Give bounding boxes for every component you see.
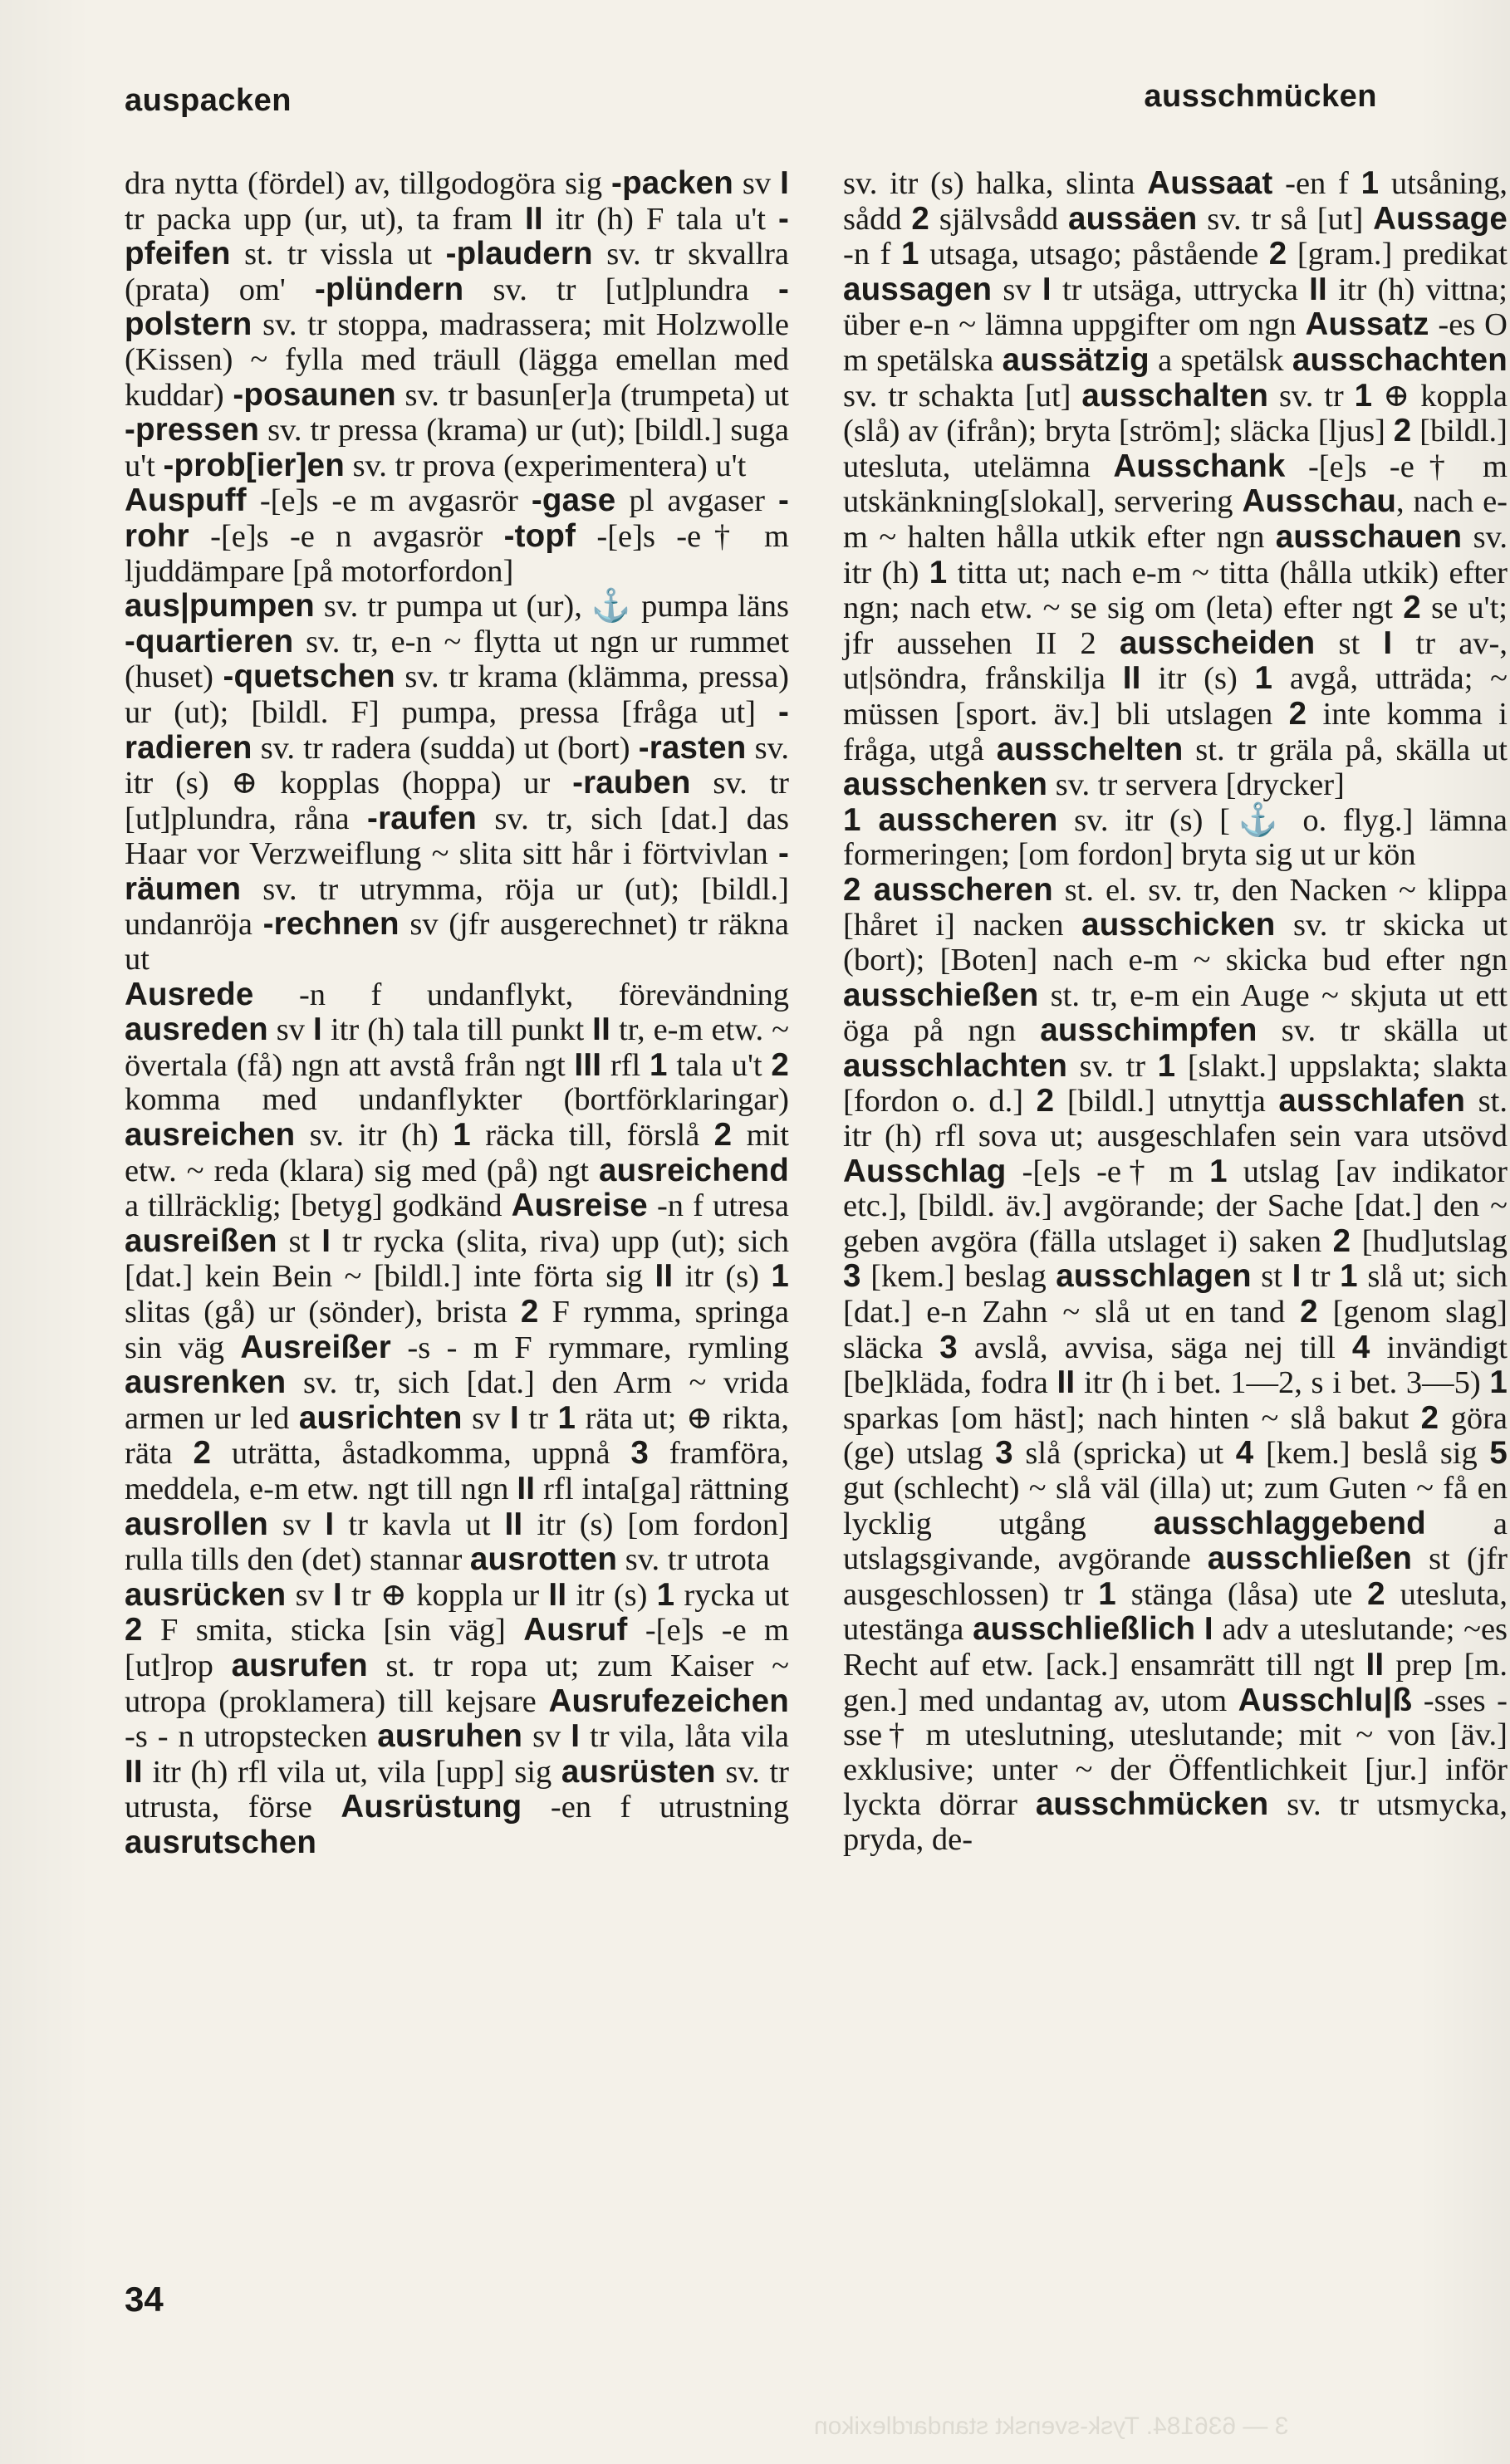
headword: -plaudern <box>445 236 593 272</box>
headword: ausschalten <box>1081 377 1269 414</box>
headword: -topf <box>503 517 576 554</box>
headword: 1 <box>929 554 948 590</box>
headword: 2 <box>1332 1222 1351 1259</box>
headword: II <box>125 1753 143 1790</box>
headword: II <box>1309 271 1327 307</box>
headword: 1 <box>900 236 919 272</box>
headword: I <box>509 1399 519 1436</box>
headword: II <box>654 1258 674 1295</box>
headword: ausschlafen <box>1278 1083 1466 1119</box>
headword: 2 <box>1403 590 1421 626</box>
headword: ausrücken <box>125 1576 287 1613</box>
entry-paragraph: ausrücken sv I tr ⊕ koppla ur II itr (s) 1 rycka ut 2 F smita, sticka [sin väg] Ausruf -[e]s -e m [ut]rop ausrufen st. tr ropa ut; zum Kaiser ~ utropa (proklamera) till kejsare Ausrufezeichen -s - n utropstecken ausruhen sv I tr vila, låta vila II itr (h) rfl vila ut, vila [upp] sig ausrüsten sv. tr utrusta, förse Ausrüstung -en f utrustning ausrutschen <box>125 1576 790 1860</box>
headword: ausschließen <box>1207 1541 1413 1577</box>
headword: 1 <box>1157 1047 1176 1084</box>
headword: 4 <box>1235 1435 1254 1472</box>
headword: ausreichend <box>598 1152 789 1188</box>
headword: ausrufen <box>231 1647 368 1683</box>
headword: ausrichten <box>298 1399 463 1436</box>
headword: I <box>1204 1611 1213 1648</box>
headword: 1 ausscheren <box>843 801 1058 838</box>
headword: -polstern <box>125 271 790 343</box>
headword: ausreden <box>125 1012 268 1048</box>
headword: 2 <box>1393 413 1412 449</box>
headword: Ausschank <box>1113 448 1286 484</box>
headword: -prob[ier]en <box>163 447 345 483</box>
headword: 1 <box>650 1046 668 1083</box>
headword: aus|pumpen <box>125 588 315 625</box>
headword: ausschelten <box>996 731 1184 767</box>
headword: 3 <box>995 1435 1013 1472</box>
headword: Aussage <box>1373 200 1508 237</box>
right-column <box>843 166 1508 1858</box>
headword: ausruhen <box>377 1718 523 1755</box>
headword: I <box>325 1506 335 1542</box>
headword: 2 <box>1268 236 1287 272</box>
headword: I <box>1292 1258 1302 1295</box>
headword: ausschenken <box>843 767 1048 803</box>
headword: ausreißen <box>125 1222 277 1259</box>
headword: Ausschlag <box>843 1153 1007 1189</box>
headword: ausschmücken <box>1035 1786 1269 1823</box>
headword: I <box>333 1576 342 1613</box>
headword: ausrollen <box>125 1506 268 1542</box>
headword: II <box>1057 1364 1076 1401</box>
headword: III <box>574 1046 602 1083</box>
headword: I <box>1042 271 1052 307</box>
headword: I <box>780 165 790 201</box>
headword: 1 <box>453 1117 471 1154</box>
headword: ausrüsten <box>561 1753 716 1790</box>
headword: ausrutschen <box>125 1824 317 1860</box>
headword: 2 <box>1288 695 1307 732</box>
headword: 1 <box>1360 165 1380 201</box>
headword: -rauben <box>572 765 691 801</box>
headword: ausschimpfen <box>1040 1012 1258 1049</box>
headword: aussätzig <box>1002 341 1150 378</box>
headword: ausschlagen <box>1056 1258 1252 1295</box>
headword: Ausschlu|ß <box>1238 1682 1413 1718</box>
headword: -quartieren <box>125 623 294 659</box>
show-through-imprint: 3 — 636184. Tysk-svenskt standardlexikon <box>814 2413 1289 2440</box>
left-guide-word: auspacken <box>125 83 292 118</box>
headword: aussäen <box>1067 200 1198 237</box>
headword: 1 <box>557 1399 576 1436</box>
headword: ausscheiden <box>1119 625 1316 661</box>
headword: ausrotten <box>469 1541 618 1578</box>
headword: 2 <box>1420 1399 1439 1436</box>
headword: -plündern <box>315 271 464 307</box>
headword: -rechnen <box>262 906 400 943</box>
headword: II <box>504 1506 523 1542</box>
headword: 2 <box>771 1046 790 1083</box>
headword: ausschlachten <box>843 1047 1068 1084</box>
headword: 3 <box>939 1329 958 1365</box>
headword: Aussatz <box>1305 306 1429 343</box>
entry-paragraph: aus|pumpen sv. tr pumpa ut (ur), ⚓ pumpa läns -quartieren sv. tr, e-n ~ flytta ut ngn ur rummet (huset) -quetschen sv. tr krama (klämma, pressa) ur (ut); [bildl. F] pumpa, pressa [fråga ut] -radieren sv. tr radera (sudda) ut (bort) -rasten sv. itr (s) ⊕ kopplas (hoppa) ur -rauben sv. tr [ut]plundra, råna -raufen sv. tr, sich [dat.] das Haar vor Verzweiflung ~ slita sitt hår i förtvivlan -räumen sv. tr utrymma, röja ur (ut); [bildl.] undanröja -rechnen sv (jfr ausgerechnet) tr räkna ut <box>125 588 789 977</box>
headword: 1 <box>656 1576 675 1613</box>
headword: 2 <box>1367 1575 1385 1612</box>
entry-paragraph: 2 ausscheren st. el. sv. tr, den Nacken ~ klippa [håret i] nacken ausschicken sv. tr skicka ut (bort); [Boten] nach e-m ~ skicka bud efter ngn ausschießen st. tr, e-m ein Auge ~ skjuta ut ett öga på ngn ausschimpfen sv. tr skälla ut ausschlachten sv. tr 1 [slakt.] uppslakta; slakta [fordon o. d.] 2 [bildl.] utnyttja ausschlafen st. itr (h) rfl sova ut; ausgeschlafen sein vara utsövd Ausschlag -[e]s -e† m 1 utslag [av indikator etc.], [bildl. äv.] avgörande; der Sache [dat.] den ~ geben avgöra (fälla utslaget i) saken 2 [hud]utslag 3 [kem.] beslag ausschlagen st I tr 1 slå ut; sich [dat.] e-n Zahn ~ slå ut en tand 2 [genom slag] släcka 3 avslå, avvisa, säga nej till 4 invändigt [be]kläda, fodra II itr (h i bet. 1—2, s i bet. 3—5) 1 sparkas [om häst]; nach hinten ~ slå bakut 2 göra (ge) utslag 3 slå (spricka) ut 4 [kem.] beslå sig 5 gut (schlecht) ~ slå väl (illa) ut; zum Guten ~ få en lycklig utgång ausschlaggebend a utslagsgivande, avgörande ausschließen st (jfr ausgeschlossen) tr 1 stänga (låsa) ute 2 utesluta, utestänga ausschließlich I adv a uteslutande; ~es Recht auf etw. [ack.] ensamrätt till ngt II prep [m. gen.] med undantag av, utom Ausschlu|ß -sses -sse† m uteslutning, uteslutande; mit ~ von [äv.] exklusive; unter ~ der Öffentlichkeit [jur.] inför lyckta dörrar ausschmücken sv. tr utsmycka, pryda, de- <box>843 871 1508 1857</box>
headword: -raufen <box>367 800 477 836</box>
headword: ausschlaggebend <box>1153 1505 1426 1541</box>
headword: 2 <box>125 1612 143 1648</box>
headword: ausschauen <box>1275 518 1463 555</box>
headword: ausreichen <box>125 1117 296 1154</box>
headword: 2 <box>713 1117 733 1154</box>
headword: -rohr <box>125 483 789 554</box>
headword: II <box>548 1576 567 1613</box>
headword: 1 <box>771 1258 789 1295</box>
headword: II <box>525 200 543 237</box>
headword: Ausreise <box>511 1188 648 1224</box>
headword: 3 <box>843 1258 861 1295</box>
headword: 2 <box>911 200 930 237</box>
entry-paragraph: sv. itr (s) halka, slinta Aussaat -en f 1 utsåning, sådd 2 självsådd aussäen sv. tr så [ut] Aussage -n f 1 utsaga, utsago; påstående 2 [gram.] predikat aussagen sv I tr utsäga, uttrycka II itr (h) vittna; über e-n ~ lämna uppgifter om ngn Aussatz -es O m spetälska aussätzig a spetälsk ausschachten sv. tr schakta [ut] ausschalten sv. tr 1 ⊕ koppla (slå) av (ifrån); bryta [ström]; släcka [ljus] 2 [bildl.] utesluta, utelämna Ausschank -[e]s -e† m utskänkning[slokal], servering Ausschau, nach e-m ~ halten hålla utkik efter ngn ausschauen sv. itr (h) 1 titta ut; nach e-m ~ titta (hålla utkik) efter ngn; nach etw. ~ se sig om (leta) efter ngt 2 se u't; jfr aussehen II 2 ausscheiden st I tr av-, ut|söndra, frånskilja II itr (s) 1 avgå, utträda; ~ müssen [sport. äv.] bli utslagen 2 inte komma i fråga, utgå ausschelten st. tr gräla på, skälla ut ausschenken sv. tr servera [drycker] <box>843 165 1508 803</box>
headword: 1 <box>1098 1575 1116 1612</box>
headword: -radieren <box>125 693 789 766</box>
headword: -pressen <box>125 412 260 448</box>
headword: 2 <box>193 1435 212 1472</box>
headword: I <box>571 1718 581 1755</box>
headword: -rasten <box>638 729 747 766</box>
headword: II <box>592 1012 610 1048</box>
headword: I <box>321 1222 331 1259</box>
headword: Aussaat <box>1147 165 1273 201</box>
headword: 1 <box>1340 1258 1358 1295</box>
headword: 2 ausscheren <box>843 871 1053 908</box>
headword: II <box>517 1470 536 1506</box>
headword: Ausrede <box>125 976 254 1012</box>
headword: aussagen <box>843 271 993 307</box>
headword: 1 <box>1254 660 1273 697</box>
headword: -posaunen <box>233 376 396 413</box>
headword: 3 <box>630 1435 649 1472</box>
headword: 1 <box>1489 1364 1508 1401</box>
page-number: 34 <box>125 2280 164 2319</box>
headword: ausrenken <box>125 1364 287 1401</box>
entry-paragraph: dra nytta (fördel) av, tillgodogöra sig -packen sv I tr packa upp (ur, ut), ta fram II itr (h) F tala u't -pfeifen st. tr vissla ut -plaudern sv. tr skvallra (prata) om' -plündern sv. tr [ut]plundra -polstern sv. tr stoppa, madrassera; mit Holzwolle (Kissen) ~ fylla med träull (lägga emellan med kuddar) -posaunen sv. tr basun[er]a (trumpeta) ut -pressen sv. tr pressa (krama) ur (ut); [bildl.] suga u't -prob[ier]en sv. tr prova (experimentera) u't <box>125 165 790 483</box>
headword: I <box>313 1012 322 1048</box>
entry-paragraph: 1 ausscheren sv. itr (s) [⚓ o. flyg.] lämna formeringen; [om fordon] bryta sig ut ur kön <box>843 801 1508 873</box>
headword: ausschachten <box>1292 341 1508 378</box>
headword: 1 <box>1209 1153 1228 1189</box>
headword: ausschließlich <box>973 1611 1196 1648</box>
headword: 2 <box>1300 1294 1318 1330</box>
left-column <box>125 166 789 1861</box>
headword: Auspuff <box>125 483 247 519</box>
headword: 2 <box>520 1294 539 1330</box>
headword: ausschicken <box>1081 907 1276 943</box>
headword: 5 <box>1489 1435 1508 1472</box>
headword: Ausrüstung <box>341 1789 522 1825</box>
headword: Ausreißer <box>240 1329 391 1365</box>
headword: ausschießen <box>843 977 1039 1013</box>
headword: 1 <box>1354 377 1373 414</box>
headword: Ausschau <box>1242 483 1397 520</box>
headword: -pfeifen <box>125 200 789 272</box>
headword: Ausruf <box>523 1612 628 1648</box>
entry-paragraph: Auspuff -[e]s -e m avgasrör -gase pl avgaser -rohr -[e]s -e n avgasrör -topf -[e]s -e† m ljuddämpare [på motorfordon] <box>125 483 790 589</box>
right-guide-word: ausschmücken <box>1144 79 1377 114</box>
headword: 4 <box>1351 1329 1370 1365</box>
headword: -packen <box>611 165 733 201</box>
headword: Ausrufezeichen <box>548 1683 789 1719</box>
headword: -quetschen <box>223 659 395 695</box>
headword: -räumen <box>125 835 789 907</box>
headword: II <box>1365 1646 1385 1683</box>
headword: II <box>1122 660 1141 697</box>
entry-paragraph: Ausrede -n f undanflykt, förevändning ausreden sv I itr (h) tala till punkt II tr, e-m etw. ~ övertala (få) ngn att avstå från ngt III rfl 1 tala u't 2 komma med undanflykter (bortförklaringar) ausreichen sv. itr (h) 1 räcka till, förslå 2 mit etw. ~ reda (klara) sig med (på) ngt ausreichend a tillräcklig; [betyg] godkänd Ausreise -n f utresa ausreißen st I tr rycka (slita, riva) upp (ut); sich [dat.] kein Bein ~ [bildl.] inte förta sig II itr (s) 1 slitas (gå) ur (sönder), brista 2 F rymma, springa sin väg Ausreißer -s - m F rymmare, rymling ausrenken sv. tr, sich [dat.] den Arm ~ vrida armen ur led ausrichten sv I tr 1 räta ut; ⊕ rikta, räta 2 uträtta, åstadkomma, uppnå 3 framföra, meddela, e-m etw. ngt till ngn II rfl inta[ga] rättning ausrollen sv I tr kavla ut II itr (s) [om fordon] rulla tills den (det) stannar ausrotten sv. tr utrota <box>125 976 790 1578</box>
headword: 2 <box>1036 1083 1055 1119</box>
headword: I <box>1383 625 1393 661</box>
headword: -gase <box>531 483 616 519</box>
